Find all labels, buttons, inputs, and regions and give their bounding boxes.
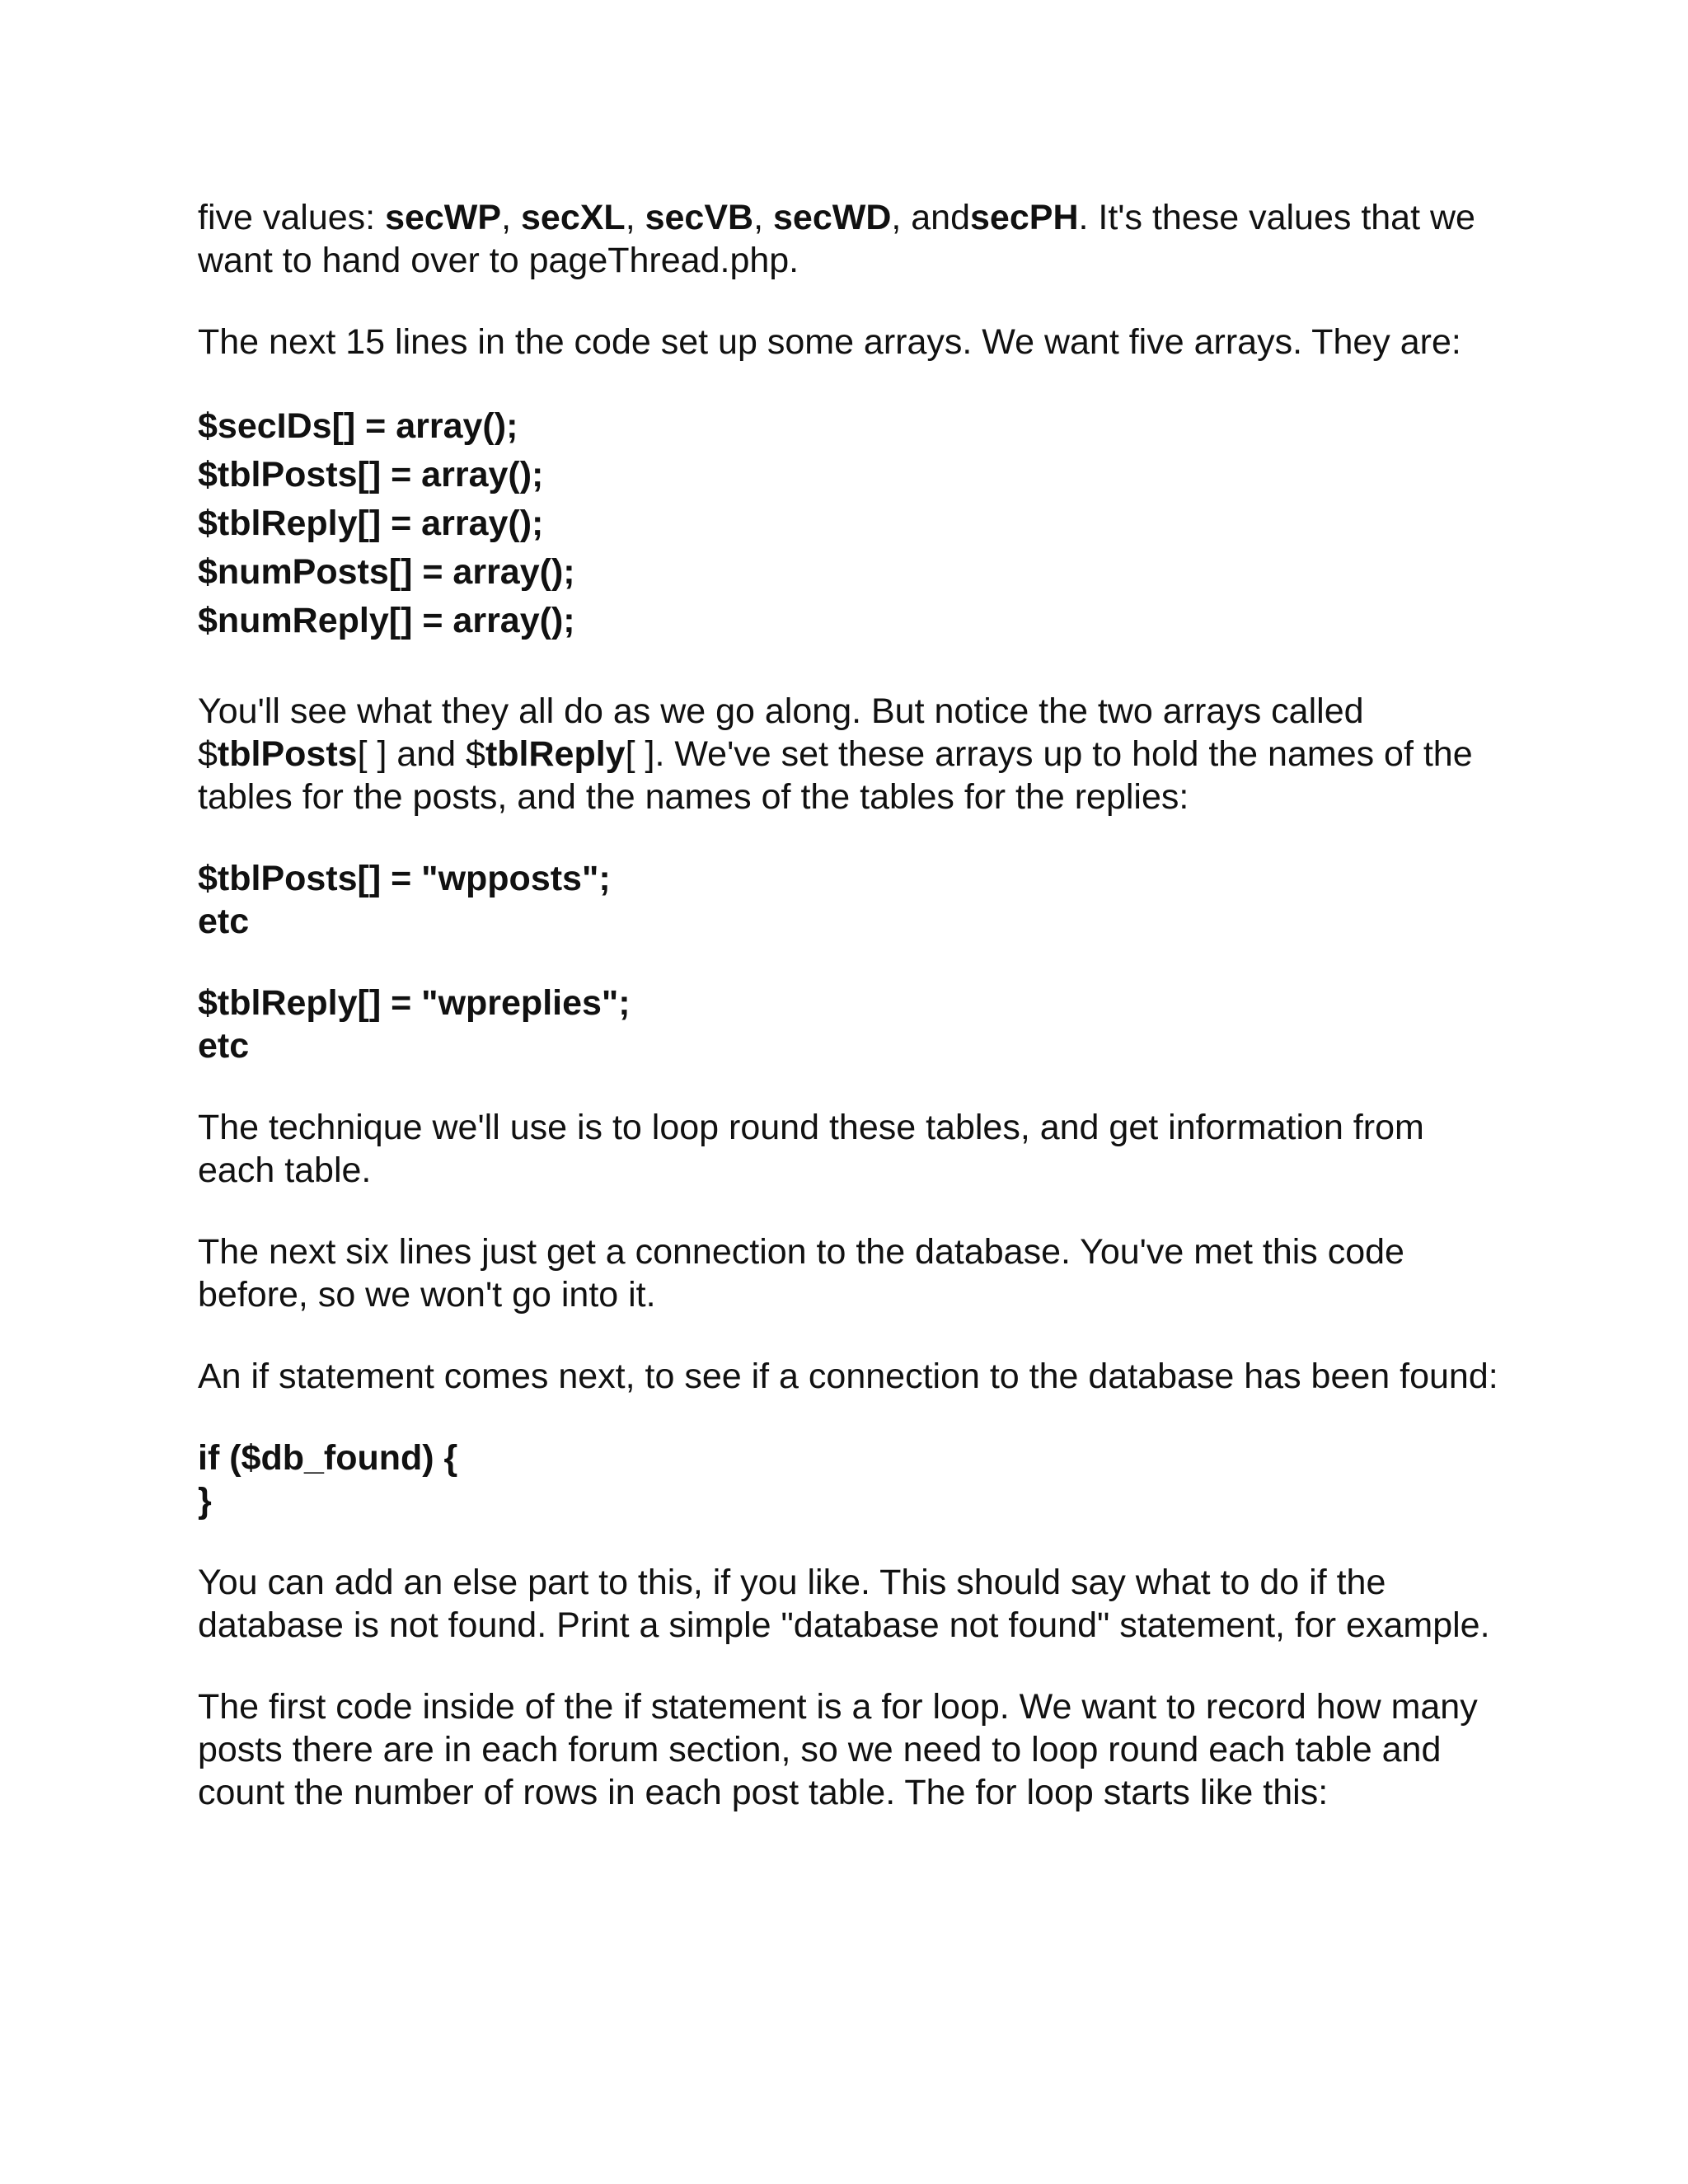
- code-line: etc: [198, 1026, 250, 1066]
- code-line: etc: [198, 902, 250, 941]
- document-page: [198, 196, 1500, 1814]
- code-block-replies: [198, 982, 1500, 1067]
- code-line: $secIDs[] = array();: [198, 406, 518, 446]
- text: five values:: [198, 198, 386, 237]
- code-block-posts: [198, 857, 1500, 943]
- text: ,: [753, 198, 773, 237]
- code-line: if ($db_found) {: [198, 1438, 458, 1478]
- value-secwp: secWP: [385, 198, 502, 237]
- term-tblreply: tblReply: [485, 734, 626, 774]
- text: ,: [625, 198, 645, 237]
- code-line: $tblPosts[] = "wpposts";: [198, 859, 611, 898]
- text: You'll see what they all do as we go along. But notice the two arrays called $: [198, 691, 1364, 774]
- paragraph-arrays-intro: The next 15 lines in the code set up some arrays. We want five arrays. They are:: [198, 322, 1461, 362]
- text: , and: [891, 198, 971, 237]
- code-line: $tblPosts[] = array();: [198, 455, 544, 494]
- term-tblposts: tblPosts: [217, 734, 358, 774]
- code-block-arrays: [198, 402, 1500, 645]
- paragraph-if-statement: An if statement comes next, to see if a connection to the database has been found:: [198, 1357, 1498, 1396]
- code-line: $numPosts[] = array();: [198, 552, 575, 592]
- text: ,: [501, 198, 521, 237]
- code-line: $numReply[] = array();: [198, 601, 575, 640]
- value-secxl: secXL: [520, 198, 626, 237]
- paragraph-section-values: [198, 196, 1500, 282]
- paragraph-connection: The next six lines just get a connection to the database. You've met this code before, so we won't go into it.: [198, 1232, 1404, 1315]
- code-line: $tblReply[] = "wpreplies";: [198, 983, 631, 1023]
- paragraph-for-loop: The first code inside of the if statement is a for loop. We want to record how many posts there are in each forum section, so we need to loop round each table and count the number of rows in each post table. The for loop starts like this:: [198, 1687, 1478, 1812]
- code-line: }: [198, 1481, 212, 1521]
- paragraph-else-part: You can add an else part to this, if you like. This should say what to do if the database is not found. Print a simple "database not found" statement, for example.: [198, 1563, 1490, 1645]
- value-secvb: secVB: [645, 198, 754, 237]
- paragraph-arrays-explained: [198, 690, 1500, 818]
- text: [ ] and $: [357, 734, 485, 774]
- code-block-if: [198, 1436, 1500, 1522]
- code-line: $tblReply[] = array();: [198, 504, 544, 543]
- value-secwd: secWD: [772, 198, 892, 237]
- text: . It's these values that we want to hand over to pageThread.php.: [198, 198, 1475, 280]
- text: [ ]. We've set these arrays up to hold the names of the tables for the posts, and the names of the tables for the replies:: [198, 734, 1473, 817]
- value-secph: secPH: [970, 198, 1079, 237]
- paragraph-technique: The technique we'll use is to loop round these tables, and get information from each table.: [198, 1108, 1424, 1190]
